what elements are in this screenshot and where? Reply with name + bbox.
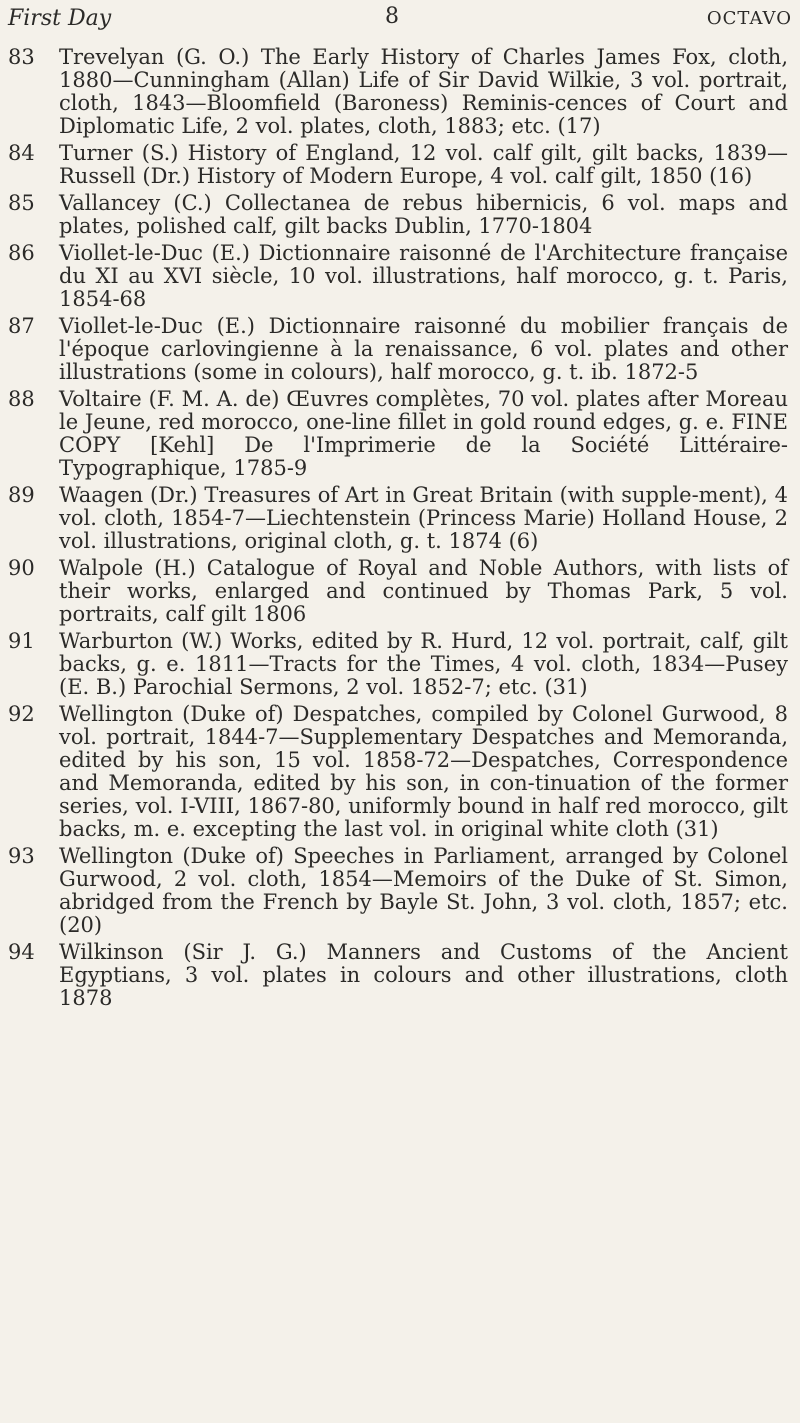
lot-entry [0, 388, 800, 480]
lot-description: Wellington (Duke of) Speeches in Parliament, arranged by Colonel Gurwood, 2 vol. cloth, 1854—Memoirs of the Duke of St. Simon, abridged from the French by Bayle St. John, 3 vol. cloth, 1857; etc. (20) [59, 844, 788, 937]
lot-description: Turner (S.) History of England, 12 vol. calf gilt, gilt backs, 1839—Russell (Dr.) History of Modern Europe, 4 vol. calf gilt, 1850 (16) [59, 141, 788, 188]
lot-entry [0, 941, 800, 1010]
lot-description: Walpole (H.) Catalogue of Royal and Noble Authors, with lists of their works, enlarged and continued by Thomas Park, 5 vol. portraits, calf gilt 1806 [59, 556, 788, 626]
lot-description: Trevelyan (G. O.) The Early History of Charles James Fox, cloth, 1880—Cunningham (Allan) Life of Sir David Wilkie, 3 vol. portrait, cloth, 1843—Bloomfield (Baroness) Reminis-cences of Court and Diplomatic Life, 2 vol. plates, cloth, 1883; etc. (17) [59, 45, 788, 138]
lot-description: Wilkinson (Sir J. G.) Manners and Customs of the Ancient Egyptians, 3 vol. plates in colours and other illustrations, cloth 1878 [59, 940, 788, 1010]
lot-number: 89 [8, 483, 35, 507]
lot-list [0, 46, 800, 1014]
lot-entry [0, 845, 800, 937]
lot-entry [0, 484, 800, 553]
page-header [8, 0, 792, 40]
lot-description: Voltaire (F. M. A. de) Œuvres complètes, 70 vol. plates after Moreau le Jeune, red morocco, one-line fillet in gold round edges, g. e. FINE COPY [Kehl] De l'Imprimerie de la Société Littéraire-Typographique, 1785-9 [59, 387, 788, 480]
lot-entry [0, 46, 800, 138]
lot-entry [0, 557, 800, 626]
lot-description: Viollet-le-Duc (E.) Dictionnaire raisonné de l'Architecture française du XI au XVI siècle, 10 vol. illustrations, half morocco, g. t. Paris, 1854-68 [59, 241, 788, 311]
lot-entry [0, 142, 800, 188]
lot-number: 93 [8, 844, 35, 868]
lot-description: Wellington (Duke of) Despatches, compiled by Colonel Gurwood, 8 vol. portrait, 1844-7—Supplementary Despatches and Memoranda, edited by his son, 15 vol. 1858-72—Despatches, Correspondence and Memoranda, edited by his son, in con-tinuation of the former series, vol. I-VIII, 1867-80, uniformly bound in half red morocco, gilt backs, m. e. excepting the last vol. in original white cloth (31) [59, 702, 788, 841]
lot-number: 92 [8, 702, 35, 726]
lot-number: 87 [8, 314, 35, 338]
lot-number: 83 [8, 45, 35, 69]
lot-description: Warburton (W.) Works, edited by R. Hurd, 12 vol. portrait, calf, gilt backs, g. e. 1811—Tracts for the Times, 4 vol. cloth, 1834—Pusey (E. B.) Parochial Sermons, 2 vol. 1852-7; etc. (31) [59, 629, 788, 699]
lot-number: 85 [8, 191, 35, 215]
lot-number: 84 [8, 141, 35, 165]
lot-number: 94 [8, 940, 35, 964]
page-number: 8 [385, 4, 399, 29]
format-heading: OCTAVO [706, 8, 792, 29]
lot-entry [0, 630, 800, 699]
lot-entry [0, 315, 800, 384]
lot-number: 91 [8, 629, 35, 653]
lot-description: Waagen (Dr.) Treasures of Art in Great Britain (with supple-ment), 4 vol. cloth, 1854-7—Liechtenstein (Princess Marie) Holland House, 2 vol. illustrations, original cloth, g. t. 1874 (6) [59, 483, 788, 553]
lot-description: Viollet-le-Duc (E.) Dictionnaire raisonné du mobilier français de l'époque carlovingienne à la renaissance, 6 vol. plates and other illustrations (some in colours), half morocco, g. t. ib. 1872-5 [59, 314, 788, 384]
lot-entry [0, 242, 800, 311]
day-heading: First Day [8, 6, 112, 31]
lot-description: Vallancey (C.) Collectanea de rebus hibernicis, 6 vol. maps and plates, polished calf, gilt backs Dublin, 1770-1804 [59, 191, 788, 238]
lot-entry [0, 703, 800, 841]
lot-number: 90 [8, 556, 35, 580]
lot-entry [0, 192, 800, 238]
lot-number: 88 [8, 387, 35, 411]
lot-number: 86 [8, 241, 35, 265]
